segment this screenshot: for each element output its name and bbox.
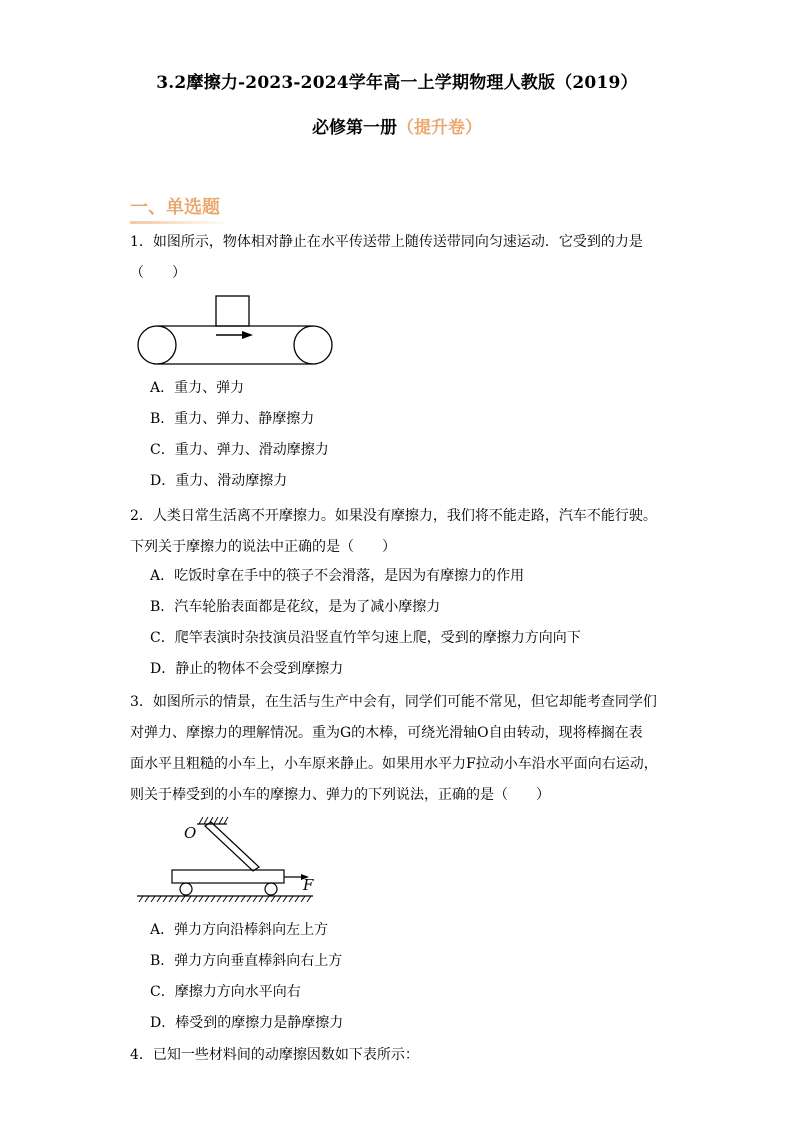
subtitle-tag: （提升卷） <box>397 118 482 138</box>
question-3-option-c[interactable]: C．摩擦力方向水平向右 <box>150 984 301 1000</box>
question-2-option-a[interactable]: A．吃饭时拿在手中的筷子不会滑落，是因为有摩擦力的作用 <box>150 568 525 584</box>
question-1-option-b[interactable]: B．重力、弹力、静摩擦力 <box>150 411 315 427</box>
question-2-stem-line2: 下列关于摩擦力的说法中正确的是（ ） <box>130 539 396 555</box>
question-3-stem-line4: 则关于棒受到的小车的摩擦力、弹力的下列说法，正确的是（ ） <box>130 787 550 803</box>
right-roller <box>294 326 332 364</box>
rod-on-cart-figure <box>135 812 325 908</box>
question-1-option-d[interactable]: D．重力、滑动摩擦力 <box>150 473 288 489</box>
document-title: 3.2摩擦力-2023-2024学年高一上学期物理人教版（2019） <box>156 73 638 93</box>
question-3-stem-line2: 对弹力、摩擦力的理解情况。重为G的木棒，可绕光滑轴O自由转动，现将棒搁在表 <box>130 725 643 741</box>
question-1-option-a[interactable]: A．重力、弹力 <box>150 380 245 396</box>
block-on-belt <box>216 296 249 326</box>
motion-arrowhead <box>242 331 253 339</box>
left-roller <box>138 326 176 364</box>
subtitle-main: 必修第一册 <box>312 118 397 138</box>
question-3-option-b[interactable]: B．弹力方向垂直棒斜向右上方 <box>150 953 343 969</box>
section-heading: 一、单选题 <box>130 193 220 221</box>
question-4-stem-line1: 4．已知一些材料间的动摩擦因数如下表所示： <box>130 1047 419 1063</box>
ground-hatch <box>139 896 311 902</box>
question-1-stem-line1: 1．如图所示，物体相对静止在水平传送带上随传送带同向匀速运动．它受到的力是 <box>130 234 643 250</box>
question-3-option-d[interactable]: D．棒受到的摩擦力是静摩擦力 <box>150 1015 344 1031</box>
question-1-stem-line2: （ ） <box>130 265 186 281</box>
question-2-option-c[interactable]: C．爬竿表演时杂技演员沿竖直竹竿匀速上爬，受到的摩擦力方向向下 <box>150 630 581 646</box>
cart-wheel-left <box>180 883 192 895</box>
question-3-stem-line1: 3．如图所示的情景，在生活与生产中会有，同学们可能不常见，但它却能考查同学们 <box>130 694 657 710</box>
pivot-ceiling-hatch <box>199 817 228 824</box>
question-3-stem-line3: 面水平且粗糙的小车上，小车原来静止。如果用水平力F拉动小车沿水平面向右运动， <box>130 756 658 772</box>
pivot-label: O <box>184 824 197 842</box>
cart-wheel-right <box>265 883 277 895</box>
question-3-option-a[interactable]: A．弹力方向沿棒斜向左上方 <box>150 922 329 938</box>
question-1-option-c[interactable]: C．重力、弹力、滑动摩擦力 <box>150 442 329 458</box>
rod <box>205 822 259 871</box>
conveyor-belt-figure <box>136 295 338 367</box>
question-2-option-b[interactable]: B．汽车轮胎表面都是花纹，是为了减小摩擦力 <box>150 599 441 615</box>
force-label: F <box>303 876 314 894</box>
question-2-option-d[interactable]: D．静止的物体不会受到摩擦力 <box>150 661 344 677</box>
cart-body <box>172 870 284 883</box>
question-2-stem-line1: 2．人类日常生活离不开摩擦力。如果没有摩擦力，我们将不能走路，汽车不能行驶。 <box>130 508 657 524</box>
document-subtitle <box>0 113 794 138</box>
